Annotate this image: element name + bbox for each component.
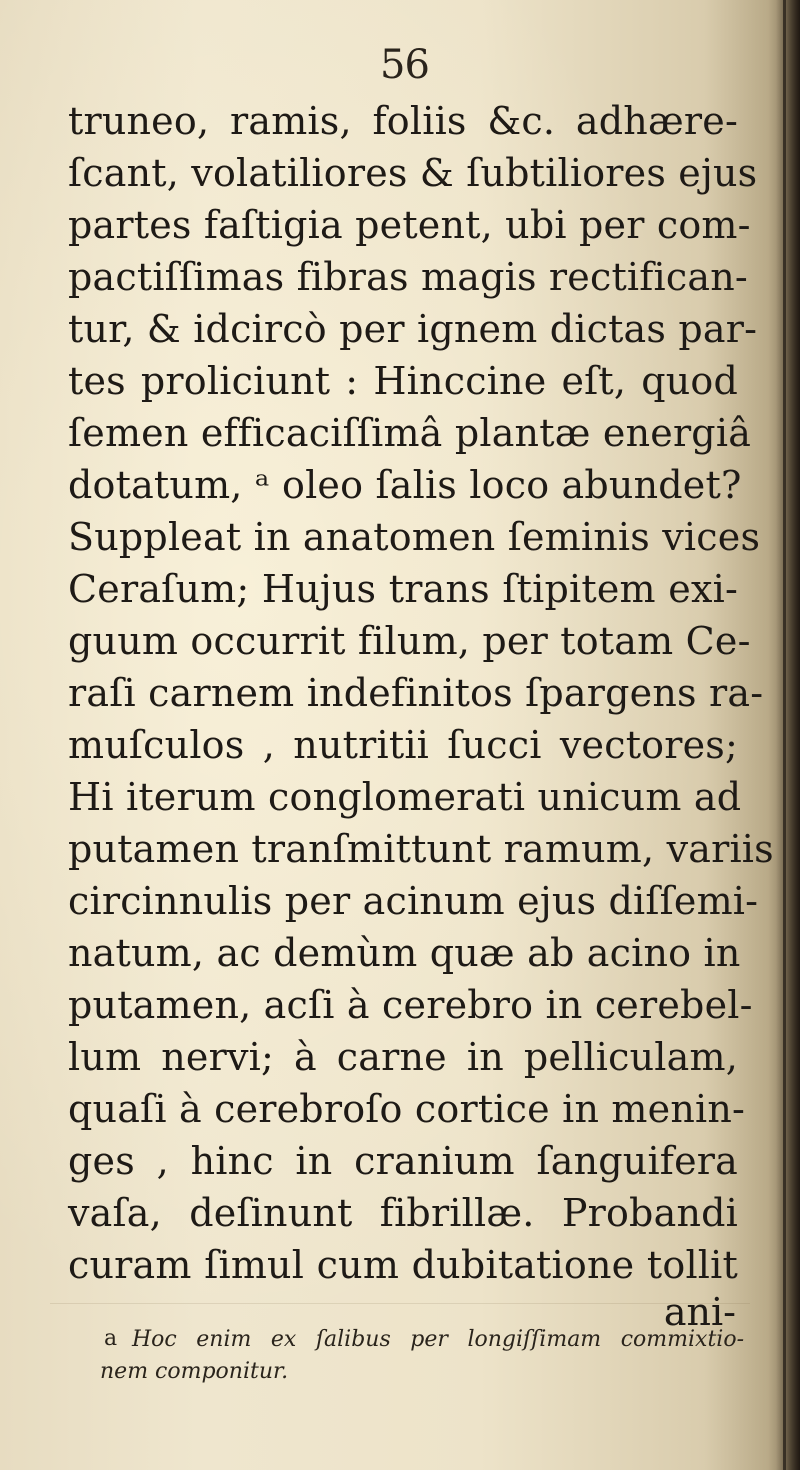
text-line: pactiſſimas fibras magis rectifican-	[68, 255, 748, 299]
text-line: guum occurrit filum, per totam Ce-	[68, 619, 751, 663]
text-line: ges , hinc in cranium ſanguifera	[68, 1139, 738, 1183]
book-spine-shadow	[776, 0, 800, 1470]
footnote-mark: a	[104, 1326, 118, 1351]
footnote-line: nem componitur.	[100, 1359, 289, 1384]
text-line: dotatum, ᵃ oleo ſalis loco abundet?	[68, 463, 742, 507]
text-line: muſculos , nutritii ſucci vectores;	[68, 723, 738, 767]
text-line: Ceraſum; Hujus trans ſtipitem exi-	[68, 567, 738, 611]
page-number: 56	[380, 42, 429, 88]
text-line: curam ſimul cum dubitatione tollit	[68, 1243, 738, 1287]
text-line: partes faſtigia petent, ubi per com-	[68, 203, 751, 247]
footnote-separator	[50, 1303, 750, 1304]
text-line: tes proliciunt : Hinccine eſt, quod	[68, 359, 738, 403]
text-line: Suppleat in anatomen ſeminis vices	[68, 515, 761, 559]
footnote-line: Hoc enim ex ſalibus per longiſſimam commixtio-	[132, 1327, 744, 1352]
text-line: tur, & idcircò per ignem dictas par-	[68, 307, 758, 351]
text-line: Hi iterum conglomerati unicum ad	[68, 775, 742, 819]
text-line: putamen, acſi à cerebro in cerebel-	[68, 983, 753, 1027]
text-line: quaſi à cerebroſo cortice in menin-	[68, 1087, 746, 1131]
book-spine-edge	[783, 0, 786, 1470]
text-line: ſcant, volatiliores & ſubtiliores ejus	[68, 151, 758, 195]
text-line: natum, ac demùm quæ ab acino in	[68, 931, 741, 975]
text-line: ſemen efficaciſſimâ plantæ energiâ	[68, 411, 752, 455]
text-line: lum nervi; à carne in pelliculam,	[68, 1035, 738, 1079]
text-line: vaſa, deſinunt fibrillæ. Probandi	[68, 1191, 738, 1235]
text-line: circinnulis per acinum ejus diſſemi-	[68, 879, 759, 923]
catchword: ani-	[663, 1290, 736, 1334]
text-line: raſi carnem indefinitos ſpargens ra-	[68, 671, 764, 715]
text-line: truneo, ramis, foliis &c. adhære-	[68, 99, 738, 143]
text-line: putamen tranſmittunt ramum, variis	[68, 827, 774, 871]
